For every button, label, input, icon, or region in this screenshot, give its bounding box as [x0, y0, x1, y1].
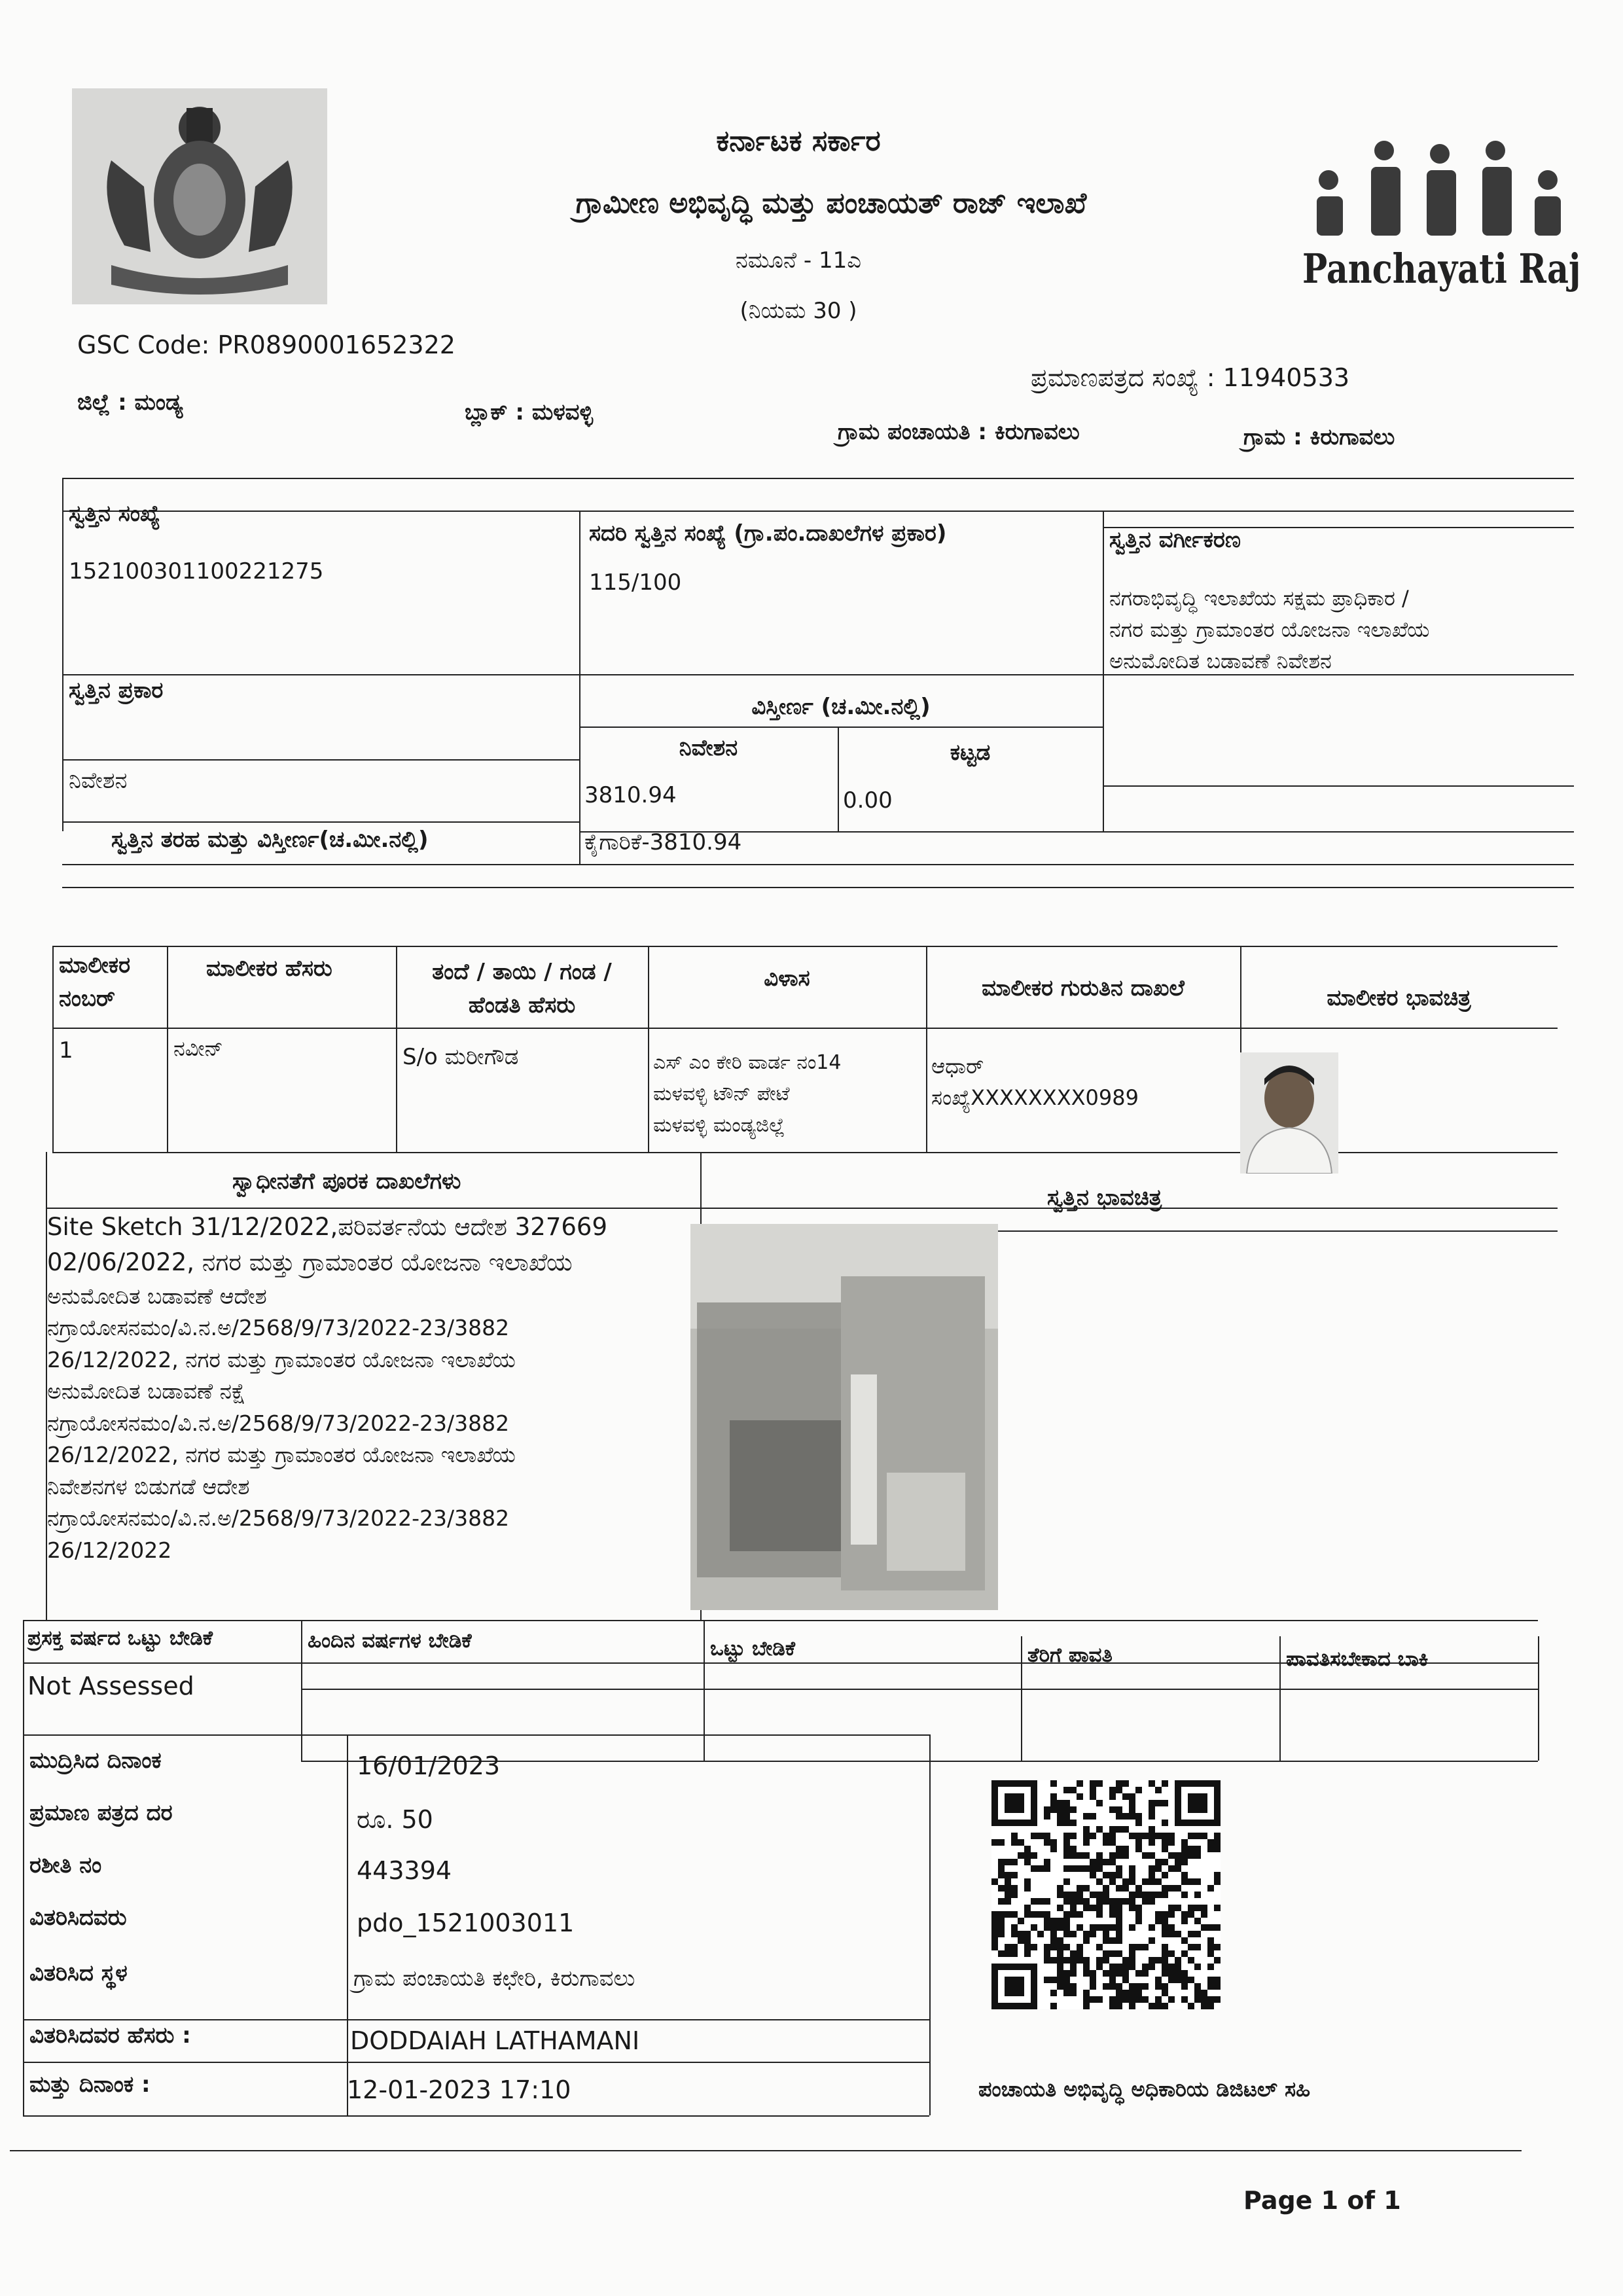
total-demand-header: ಒಟ್ಟು ಬೇಡಿಕೆ [710, 1637, 796, 1660]
site-label: ನಿವೇಶನ [679, 735, 738, 761]
qr-code [991, 1780, 1221, 2009]
address-header: ವಿಳಾಸ [764, 965, 810, 992]
issued-by: pdo_1521003011 [357, 1909, 575, 1937]
owner-photo [1240, 1052, 1338, 1174]
gram-panchayat: ಗ್ರಾಮ ಪಂಚಾಯತಿ : ಕಿರುಗಾವಲು [838, 419, 1080, 445]
relation-header: ತಂದೆ / ತಾಯಿ / ಗಂಡ / ಹೆಂಡತಿ ಹೆಸರು [432, 959, 612, 1018]
certificate-fee-label: ಪ್ರಮಾಣ ಪತ್ರದ ದರ [29, 1800, 173, 1826]
owner-id: ಆಧಾರ್ ಸಂಖ್ಯೆXXXXXXXX0989 [931, 1054, 1139, 1110]
rule-number: (ನಿಯಮ 30 ) [740, 298, 857, 324]
owner-no-header: ಮಾಲೀಕರ ನಂಬರ್ [59, 952, 131, 1012]
balance-header: ಪಾವತಿಸಬೇಕಾದ ಬಾಕಿ [1286, 1647, 1429, 1671]
classification-label: ಸ್ವತ್ತಿನ ವರ್ಗೀಕರಣ [1109, 527, 1241, 553]
issue-date: 12-01-2023 17:10 [347, 2075, 571, 2104]
tax-paid-header: ತೆರಿಗೆ ಪಾವತಿ [1027, 1643, 1113, 1667]
issued-place-label: ವಿತರಿಸಿದ ಸ್ಥಳ [29, 1960, 128, 1986]
logo-text: Panchayati Raj [1302, 245, 1581, 293]
classification-value: ನಗರಾಭಿವೃದ್ಧಿ ಇಲಾಖೆಯ ಸಕ್ಷಮ ಪ್ರಾಧಿಕಾರ / ನಗರ ಮತ್ತು ಗ್ರಾಮಾಂತರ ಯೋಜನಾ ಇಲಾಖೆಯ ಅನುಮೋದಿತ ಬಡಾವಣೆ ನಿವೇಶನ [1109, 586, 1430, 673]
current-demand-value: Not Assessed [27, 1672, 194, 1700]
old-property-number-label: ಸದರಿ ಸ್ವತ್ತಿನ ಸಂಖ್ಯೆ (ಗ್ರಾ.ಪಂ.ದಾಖಲೆಗಳ ಪ್ರಕಾರ) [589, 520, 947, 547]
district: ಜಿಲ್ಲೆ : ಮಂಡ್ಯ [77, 389, 183, 416]
owner-address: ಎಸ್ ಎಂ ಕೇರಿ ವಾರ್ಡ ನಂ14 ಮಳವಳ್ಳಿ ಟೌನ್ ಪೇಟೆ ಮಳವಳ್ಳಿ ಮಂಡ್ಯಜಿಲ್ಲೆ [653, 1051, 842, 1137]
certificate-number: ಪ್ರಮಾಣಪತ್ರದ ಸಂಖ್ಯೆ : 11940533 [1031, 363, 1350, 392]
receipt-no: 443394 [357, 1856, 452, 1885]
site-area: 3810.94 [584, 782, 677, 808]
photo-header: ಮಾಲೀಕರ ಭಾವಚಿತ್ರ [1327, 985, 1471, 1011]
documents-label: ಸ್ವಾಧೀನತೆಗೆ ಪೂರಕ ದಾಖಲೆಗಳು [232, 1168, 461, 1194]
property-type-label: ಸ್ವತ್ತಿನ ಪ್ರಕಾರ [69, 677, 164, 704]
arrears-header: ಹಿಂದಿನ ವರ್ಷಗಳ ಬೇಡಿಕೆ [308, 1629, 472, 1653]
government-title: ಕರ್ನಾಟಕ ಸರ್ಕಾರ [716, 124, 881, 158]
building-area: 0.00 [843, 787, 893, 814]
nature-value: ಕೈಗಾರಿಕೆ-3810.94 [584, 829, 742, 855]
block: ಬ್ಲಾಕ್ : ಮಳವಳ್ಳಿ [465, 399, 594, 425]
receipt-no-label: ರಶೀತಿ ನಂ [29, 1852, 102, 1878]
state-emblem [72, 88, 327, 304]
owner-relation: S/o ಮರೀಗೌಡ [402, 1044, 519, 1070]
old-property-number: 115/100 [589, 569, 682, 596]
property-photo-label: ಸ್ವತ್ತಿನ ಭಾವಚಿತ್ರ [1047, 1185, 1162, 1211]
village: ಗ್ರಾಮ : ಕಿರುಗಾವಲು [1243, 424, 1395, 450]
nature-label: ಸ್ವತ್ತಿನ ತರಹ ಮತ್ತು ವಿಸ್ತೀರ್ಣ(ಚ.ಮೀ.ನಲ್ಲಿ) [111, 827, 429, 853]
id-doc-header: ಮಾಲೀಕರ ಗುರುತಿನ ದಾಖಲೆ [982, 975, 1185, 1001]
form-number: ನಮೂನೆ - 11ಎ [735, 247, 862, 274]
area-label: ವಿಸ್ತೀರ್ಣ (ಚ.ಮೀ.ನಲ್ಲಿ) [751, 694, 931, 720]
gsc-code: GSC Code: PR0890001652322 [77, 331, 455, 359]
building-label: ಕಟ್ಟಡ [950, 740, 991, 766]
documents-list: Site Sketch 31/12/2022,ಪರಿವರ್ತನೆಯ ಆದೇಶ 327669 02/06/2022, ನಗರ ಮತ್ತು ಗ್ರಾಮಾಂತರ ಯೋಜನಾ ಇಲಾಖೆಯ ಅನುಮೋದಿತ ಬಡಾವಣೆ ಆದೇಶ ನಗ್ರಾಯೋಸನಮಂ/ವಿ.ನ.ಅ/2568/9/73/2022-23/3882 26/12/2022, ನಗರ ಮತ್ತು ಗ್ರಾಮಾಂತರ ಯೋಜನಾ ಇಲಾಖೆಯ ಅನುಮೋದಿತ ಬಡಾವಣೆ ನಕ್ಷೆ ನಗ್ರಾಯೋಸನಮಂ/ವಿ.ನ.ಅ/2568/9/73/2022-23/3882 26/12/2022, ನಗರ ಮತ್ತು ಗ್ರಾಮಾಂತರ ಯೋಜನಾ ಇಲಾಖೆಯ ನಿವೇಶನಗಳ ಬಿಡುಗಡೆ ಆದೇಶ ನಗ್ರಾಯೋಸನಮಂ/ವಿ.ನ.ಅ/2568/9/73/2022-23/3882 26/12/2022 [47, 1213, 608, 1563]
printed-date: 16/01/2023 [357, 1751, 501, 1780]
department-title: ಗ್ರಾಮೀಣ ಅಭಿವೃದ್ಧಿ ಮತ್ತು ಪಂಚಾಯತ್ ರಾಜ್ ಇಲಾಖೆ [575, 187, 1087, 220]
panchayati-raj-logo [1302, 134, 1581, 331]
current-demand-header: ಪ್ರಸಕ್ತ ವರ್ಷದ ಒಟ್ಟು ಬೇಡಿಕೆ [27, 1626, 213, 1650]
certificate-fee: ರೂ. 50 [357, 1805, 433, 1834]
owner-name-header: ಮಾಲೀಕರ ಹೆಸರು [206, 956, 332, 982]
property-number-label: ಸ್ವತ್ತಿನ ಸಂಖ್ಯೆ [69, 501, 160, 527]
owner-no: 1 [59, 1037, 73, 1064]
owner-name: ನವೀನ್ [173, 1036, 223, 1061]
property-photo [690, 1224, 998, 1610]
printed-date-label: ಮುದ್ರಿಸಿದ ದಿನಾಂಕ [29, 1748, 162, 1774]
issuer-name: DODDAIAH LATHAMANI [350, 2026, 640, 2055]
property-number: 152100301100221275 [69, 558, 324, 584]
issued-by-label: ವಿತರಿಸಿದವರು [29, 1905, 127, 1931]
issuer-name-label: ವಿತರಿಸಿದವರ ಹೆಸರು : [29, 2022, 191, 2049]
digital-signature-label: ಪಂಚಾಯತಿ ಅಭಿವೃದ್ಧಿ ಅಧಿಕಾರಿಯ ಡಿಜಿಟಲ್ ಸಹಿ [978, 2077, 1311, 2102]
issued-place: ಗ್ರಾಮ ಪಂಚಾಯತಿ ಕಛೇರಿ, ಕಿರುಗಾವಲು [353, 1965, 635, 1992]
issue-date-label: ಮತ್ತು ದಿನಾಂಕ : [29, 2072, 151, 2098]
property-type: ನಿವೇಶನ [69, 768, 128, 794]
page-number: Page 1 of 1 [1243, 2186, 1401, 2215]
